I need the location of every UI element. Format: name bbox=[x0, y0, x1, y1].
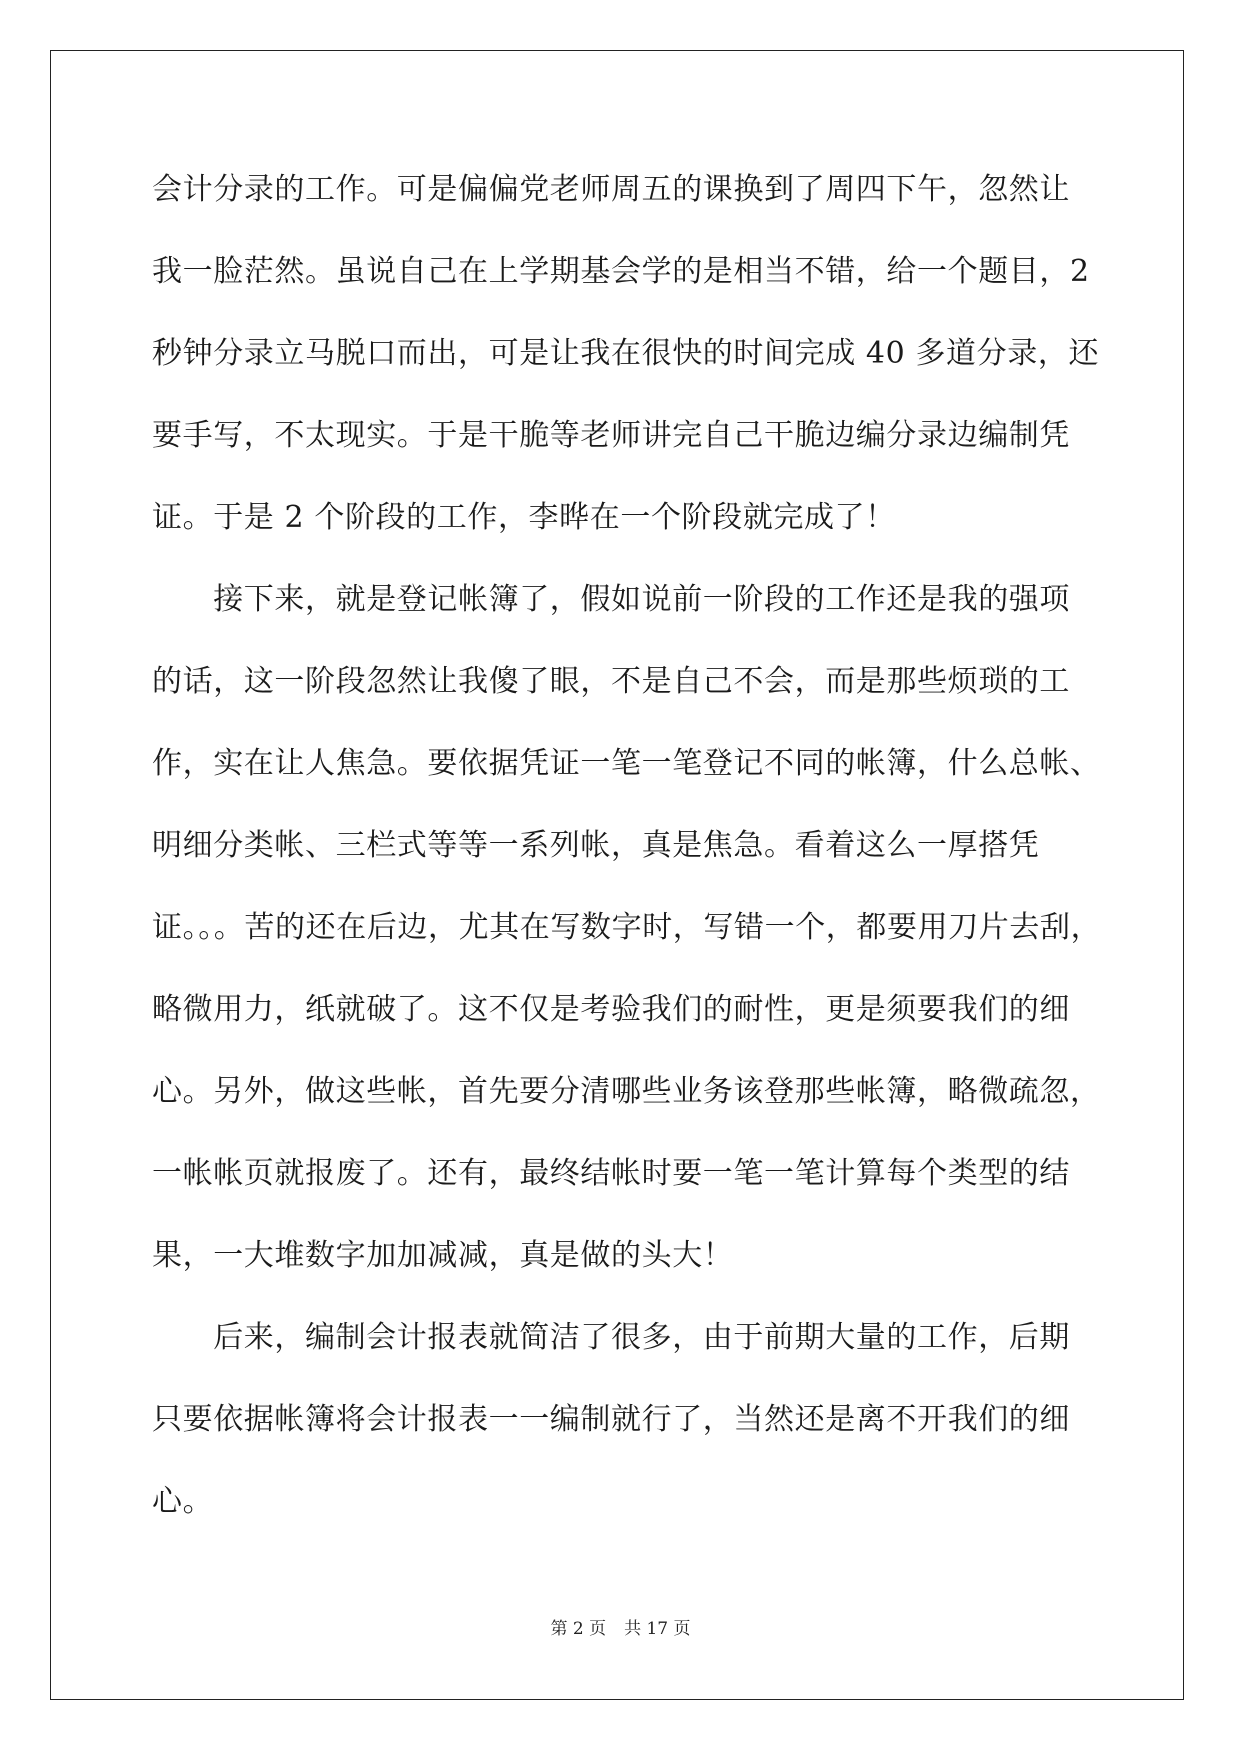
total-pages: 共 17 页 bbox=[624, 1619, 691, 1639]
text-line: 证。。。苦的还在后边，尤其在写数字时，写错一个，都要用刀片去刮， bbox=[152, 910, 1102, 945]
text-line: 一帐帐页就报废了。还有，最终结帐时要一笔一笔计算每个类型的结 bbox=[152, 1156, 1070, 1191]
document-body bbox=[152, 156, 1102, 1550]
text-line: 证。于是 2 个阶段的工作，李晔在一个阶段就完成了！ bbox=[152, 500, 896, 535]
text-line: 略微用力，纸就破了。这不仅是考验我们的耐性，更是须要我们的细 bbox=[152, 992, 1070, 1027]
text-line: 心。 bbox=[152, 1484, 214, 1519]
text-line: 果，一大堆数字加加减减，真是做的头大！ bbox=[152, 1238, 734, 1273]
text-line: 后来，编制会计报表就简洁了很多，由于前期大量的工作，后期 bbox=[152, 1320, 1070, 1355]
text-line: 的话，这一阶段忽然让我傻了眼，不是自己不会，而是那些烦琐的工 bbox=[152, 664, 1070, 699]
text-line: 明细分类帐、三栏式等等一系列帐，真是焦急。看着这么一厚搭凭 bbox=[152, 828, 1040, 863]
text-line: 只要依据帐簿将会计报表一一编制就行了，当然还是离不开我们的细 bbox=[152, 1402, 1070, 1437]
page-footer bbox=[0, 1618, 1241, 1640]
text-line: 秒钟分录立马脱口而出，可是让我在很快的时间完成 40 多道分录，还 bbox=[152, 336, 1100, 371]
text-line: 要手写，不太现实。于是干脆等老师讲完自己干脆边编分录边编制凭 bbox=[152, 418, 1070, 453]
text-line: 接下来，就是登记帐簿了，假如说前一阶段的工作还是我的强项 bbox=[152, 582, 1070, 617]
text-line: 心。另外，做这些帐，首先要分清哪些业务该登那些帐簿，略微疏忽， bbox=[152, 1074, 1101, 1109]
text-line: 会计分录的工作。可是偏偏党老师周五的课换到了周四下午，忽然让 bbox=[152, 172, 1070, 207]
page-number: 第 2 页 bbox=[550, 1619, 607, 1639]
text-line: 作，实在让人焦急。要依据凭证一笔一笔登记不同的帐簿，什么总帐、 bbox=[152, 746, 1101, 781]
text-line: 我一脸茫然。虽说自己在上学期基会学的是相当不错，给一个题目，2 bbox=[152, 254, 1090, 289]
